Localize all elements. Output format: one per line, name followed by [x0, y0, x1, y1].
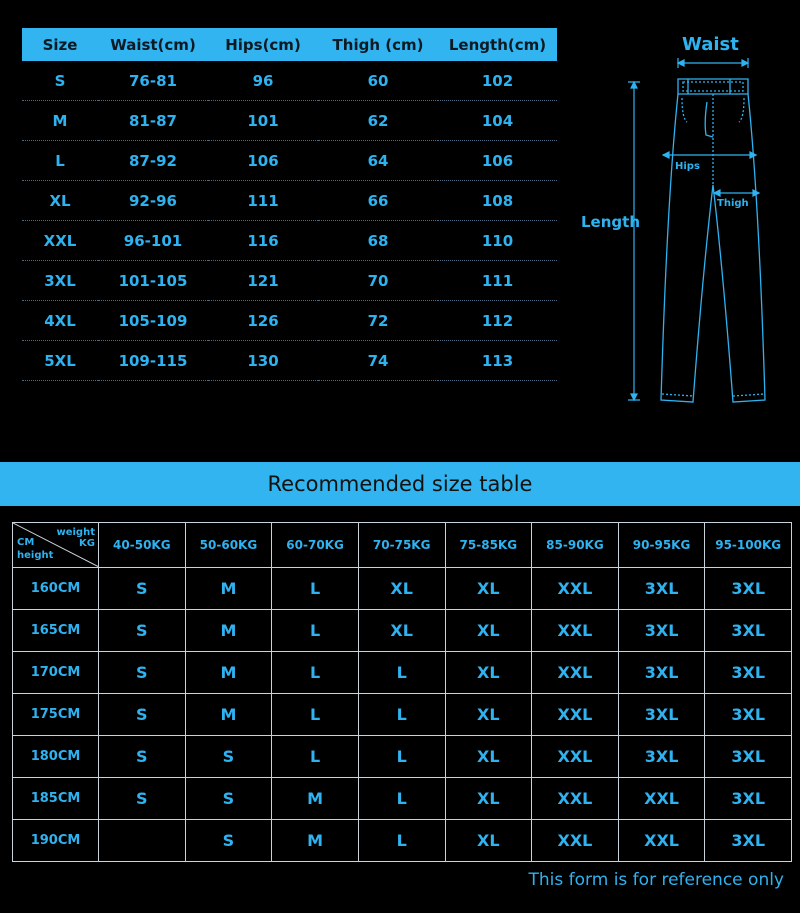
- size-chart-cell: 68: [318, 221, 438, 261]
- header-size: Size: [22, 28, 98, 61]
- height-cell: 160CM: [13, 568, 99, 610]
- recommended-size-cell: XXL: [618, 820, 705, 862]
- diagram-waist-label: Waist: [682, 34, 739, 55]
- height-cell: 175CM: [13, 694, 99, 736]
- recommended-size-cell: L: [358, 820, 445, 862]
- weight-header: 90-95KG: [618, 523, 705, 568]
- recommended-size-cell: XXL: [532, 568, 619, 610]
- recommended-row: [13, 652, 792, 694]
- recommended-size-cell: S: [185, 778, 272, 820]
- recommended-size-cell: XXL: [532, 778, 619, 820]
- recommended-size-cell: XL: [445, 820, 532, 862]
- recommended-size-cell: S: [99, 568, 186, 610]
- size-chart-cell: XL: [22, 181, 98, 221]
- size-chart-cell: 92-96: [98, 181, 208, 221]
- recommended-size-banner: Recommended size table: [0, 462, 800, 506]
- size-chart-cell: 111: [438, 261, 557, 301]
- recommended-header-row: [13, 523, 792, 568]
- weight-header: 95-100KG: [705, 523, 792, 568]
- height-cell: 180CM: [13, 736, 99, 778]
- recommended-row: [13, 778, 792, 820]
- size-chart-cell: 110: [438, 221, 557, 261]
- size-chart-row: [22, 261, 557, 301]
- recommended-size-cell: 3XL: [705, 568, 792, 610]
- recommended-size-cell: S: [99, 610, 186, 652]
- size-chart-row: [22, 61, 557, 101]
- size-chart-row: [22, 181, 557, 221]
- recommended-size-cell: XL: [445, 652, 532, 694]
- header-hips: Hips(cm): [208, 28, 318, 61]
- header-thigh: Thigh (cm): [318, 28, 438, 61]
- size-chart-table: [22, 28, 557, 381]
- height-cell: 170CM: [13, 652, 99, 694]
- weight-header: 50-60KG: [185, 523, 272, 568]
- size-chart-cell: 96: [208, 61, 318, 101]
- recommended-size-cell: S: [185, 736, 272, 778]
- weight-header: 75-85KG: [445, 523, 532, 568]
- size-chart-cell: L: [22, 141, 98, 181]
- size-chart-row: [22, 141, 557, 181]
- recommended-row: [13, 568, 792, 610]
- header-waist: Waist(cm): [98, 28, 208, 61]
- recommended-size-cell: 3XL: [618, 652, 705, 694]
- size-chart-cell: 64: [318, 141, 438, 181]
- size-chart-cell: M: [22, 101, 98, 141]
- recommended-size-cell: L: [272, 568, 359, 610]
- size-chart-header-row: [22, 28, 557, 61]
- recommended-row: [13, 736, 792, 778]
- size-chart-cell: 121: [208, 261, 318, 301]
- recommended-size-cell: 3XL: [705, 694, 792, 736]
- recommended-size-cell: M: [185, 694, 272, 736]
- recommended-size-table: [12, 522, 792, 862]
- corner-cell: [13, 523, 99, 568]
- weight-header: 70-75KG: [358, 523, 445, 568]
- size-chart-cell: 70: [318, 261, 438, 301]
- recommended-size-cell: M: [185, 568, 272, 610]
- recommended-row: [13, 820, 792, 862]
- size-chart-cell: 105-109: [98, 301, 208, 341]
- recommended-size-cell: [99, 820, 186, 862]
- recommended-row: [13, 694, 792, 736]
- recommended-size-cell: L: [272, 610, 359, 652]
- size-chart-cell: 81-87: [98, 101, 208, 141]
- recommended-size-cell: 3XL: [705, 820, 792, 862]
- recommended-size-cell: 3XL: [705, 736, 792, 778]
- recommended-size-cell: L: [358, 694, 445, 736]
- diagram-thigh-label: Thigh: [717, 198, 749, 209]
- pants-diagram: [570, 30, 795, 420]
- recommended-size-cell: 3XL: [705, 610, 792, 652]
- recommended-size-cell: S: [99, 778, 186, 820]
- recommended-size-cell: XXL: [618, 778, 705, 820]
- recommended-size-cell: L: [272, 694, 359, 736]
- recommended-size-cell: S: [99, 694, 186, 736]
- size-chart-cell: S: [22, 61, 98, 101]
- size-chart-cell: 106: [438, 141, 557, 181]
- recommended-size-cell: S: [99, 652, 186, 694]
- weight-header: 85-90KG: [532, 523, 619, 568]
- recommended-size-cell: S: [99, 736, 186, 778]
- size-chart-cell: 76-81: [98, 61, 208, 101]
- size-chart-cell: 116: [208, 221, 318, 261]
- recommended-size-cell: 3XL: [618, 694, 705, 736]
- recommended-size-cell: XXL: [532, 736, 619, 778]
- size-chart-cell: 101: [208, 101, 318, 141]
- recommended-size-cell: L: [358, 736, 445, 778]
- recommended-size-cell: L: [358, 652, 445, 694]
- corner-weight-label: weight: [56, 527, 95, 538]
- recommended-size-cell: M: [272, 820, 359, 862]
- recommended-size-cell: XXL: [532, 610, 619, 652]
- recommended-size-cell: XXL: [532, 652, 619, 694]
- size-chart-row: [22, 221, 557, 261]
- size-chart-cell: 109-115: [98, 341, 208, 381]
- corner-kg-label: KG: [79, 538, 95, 549]
- recommended-size-cell: M: [185, 610, 272, 652]
- size-chart-cell: 74: [318, 341, 438, 381]
- reference-note: This form is for reference only: [528, 870, 784, 890]
- recommended-size-cell: M: [272, 778, 359, 820]
- size-chart-cell: 126: [208, 301, 318, 341]
- recommended-size-cell: XL: [445, 568, 532, 610]
- size-chart-cell: 108: [438, 181, 557, 221]
- height-cell: 165CM: [13, 610, 99, 652]
- size-chart-cell: 101-105: [98, 261, 208, 301]
- recommended-size-cell: XL: [445, 694, 532, 736]
- size-chart-cell: 112: [438, 301, 557, 341]
- recommended-size-cell: XL: [445, 778, 532, 820]
- size-chart-cell: 102: [438, 61, 557, 101]
- size-chart-cell: 87-92: [98, 141, 208, 181]
- size-chart-row: [22, 301, 557, 341]
- recommended-size-cell: XL: [358, 568, 445, 610]
- size-chart-cell: 62: [318, 101, 438, 141]
- diagram-length-label: Length: [581, 213, 640, 231]
- corner-cm-label: CM: [17, 537, 35, 548]
- recommended-size-cell: 3XL: [618, 610, 705, 652]
- recommended-size-cell: 3XL: [705, 778, 792, 820]
- recommended-size-cell: 3XL: [618, 568, 705, 610]
- size-chart-cell: 5XL: [22, 341, 98, 381]
- size-chart-cell: 113: [438, 341, 557, 381]
- recommended-size-cell: 3XL: [705, 652, 792, 694]
- size-chart-cell: 111: [208, 181, 318, 221]
- size-chart-cell: 104: [438, 101, 557, 141]
- size-chart-cell: XXL: [22, 221, 98, 261]
- size-chart-cell: 72: [318, 301, 438, 341]
- recommended-size-cell: L: [272, 652, 359, 694]
- recommended-size-cell: XL: [445, 610, 532, 652]
- height-cell: 190CM: [13, 820, 99, 862]
- weight-header: 40-50KG: [99, 523, 186, 568]
- recommended-size-cell: XXL: [532, 820, 619, 862]
- size-chart-cell: 130: [208, 341, 318, 381]
- size-chart-cell: 3XL: [22, 261, 98, 301]
- recommended-size-cell: XL: [358, 610, 445, 652]
- recommended-size-cell: L: [358, 778, 445, 820]
- size-chart-cell: 96-101: [98, 221, 208, 261]
- recommended-size-cell: S: [185, 820, 272, 862]
- recommended-row: [13, 610, 792, 652]
- corner-height-label: height: [17, 550, 54, 561]
- weight-header: 60-70KG: [272, 523, 359, 568]
- size-chart-cell: 106: [208, 141, 318, 181]
- size-chart-cell: 66: [318, 181, 438, 221]
- recommended-size-cell: L: [272, 736, 359, 778]
- header-length: Length(cm): [438, 28, 557, 61]
- height-cell: 185CM: [13, 778, 99, 820]
- recommended-size-cell: 3XL: [618, 736, 705, 778]
- size-chart-row: [22, 101, 557, 141]
- diagram-hips-label: Hips: [675, 161, 700, 172]
- recommended-size-cell: XXL: [532, 694, 619, 736]
- size-chart-row: [22, 341, 557, 381]
- recommended-size-cell: XL: [445, 736, 532, 778]
- size-chart-cell: 4XL: [22, 301, 98, 341]
- recommended-size-cell: M: [185, 652, 272, 694]
- size-chart-cell: 60: [318, 61, 438, 101]
